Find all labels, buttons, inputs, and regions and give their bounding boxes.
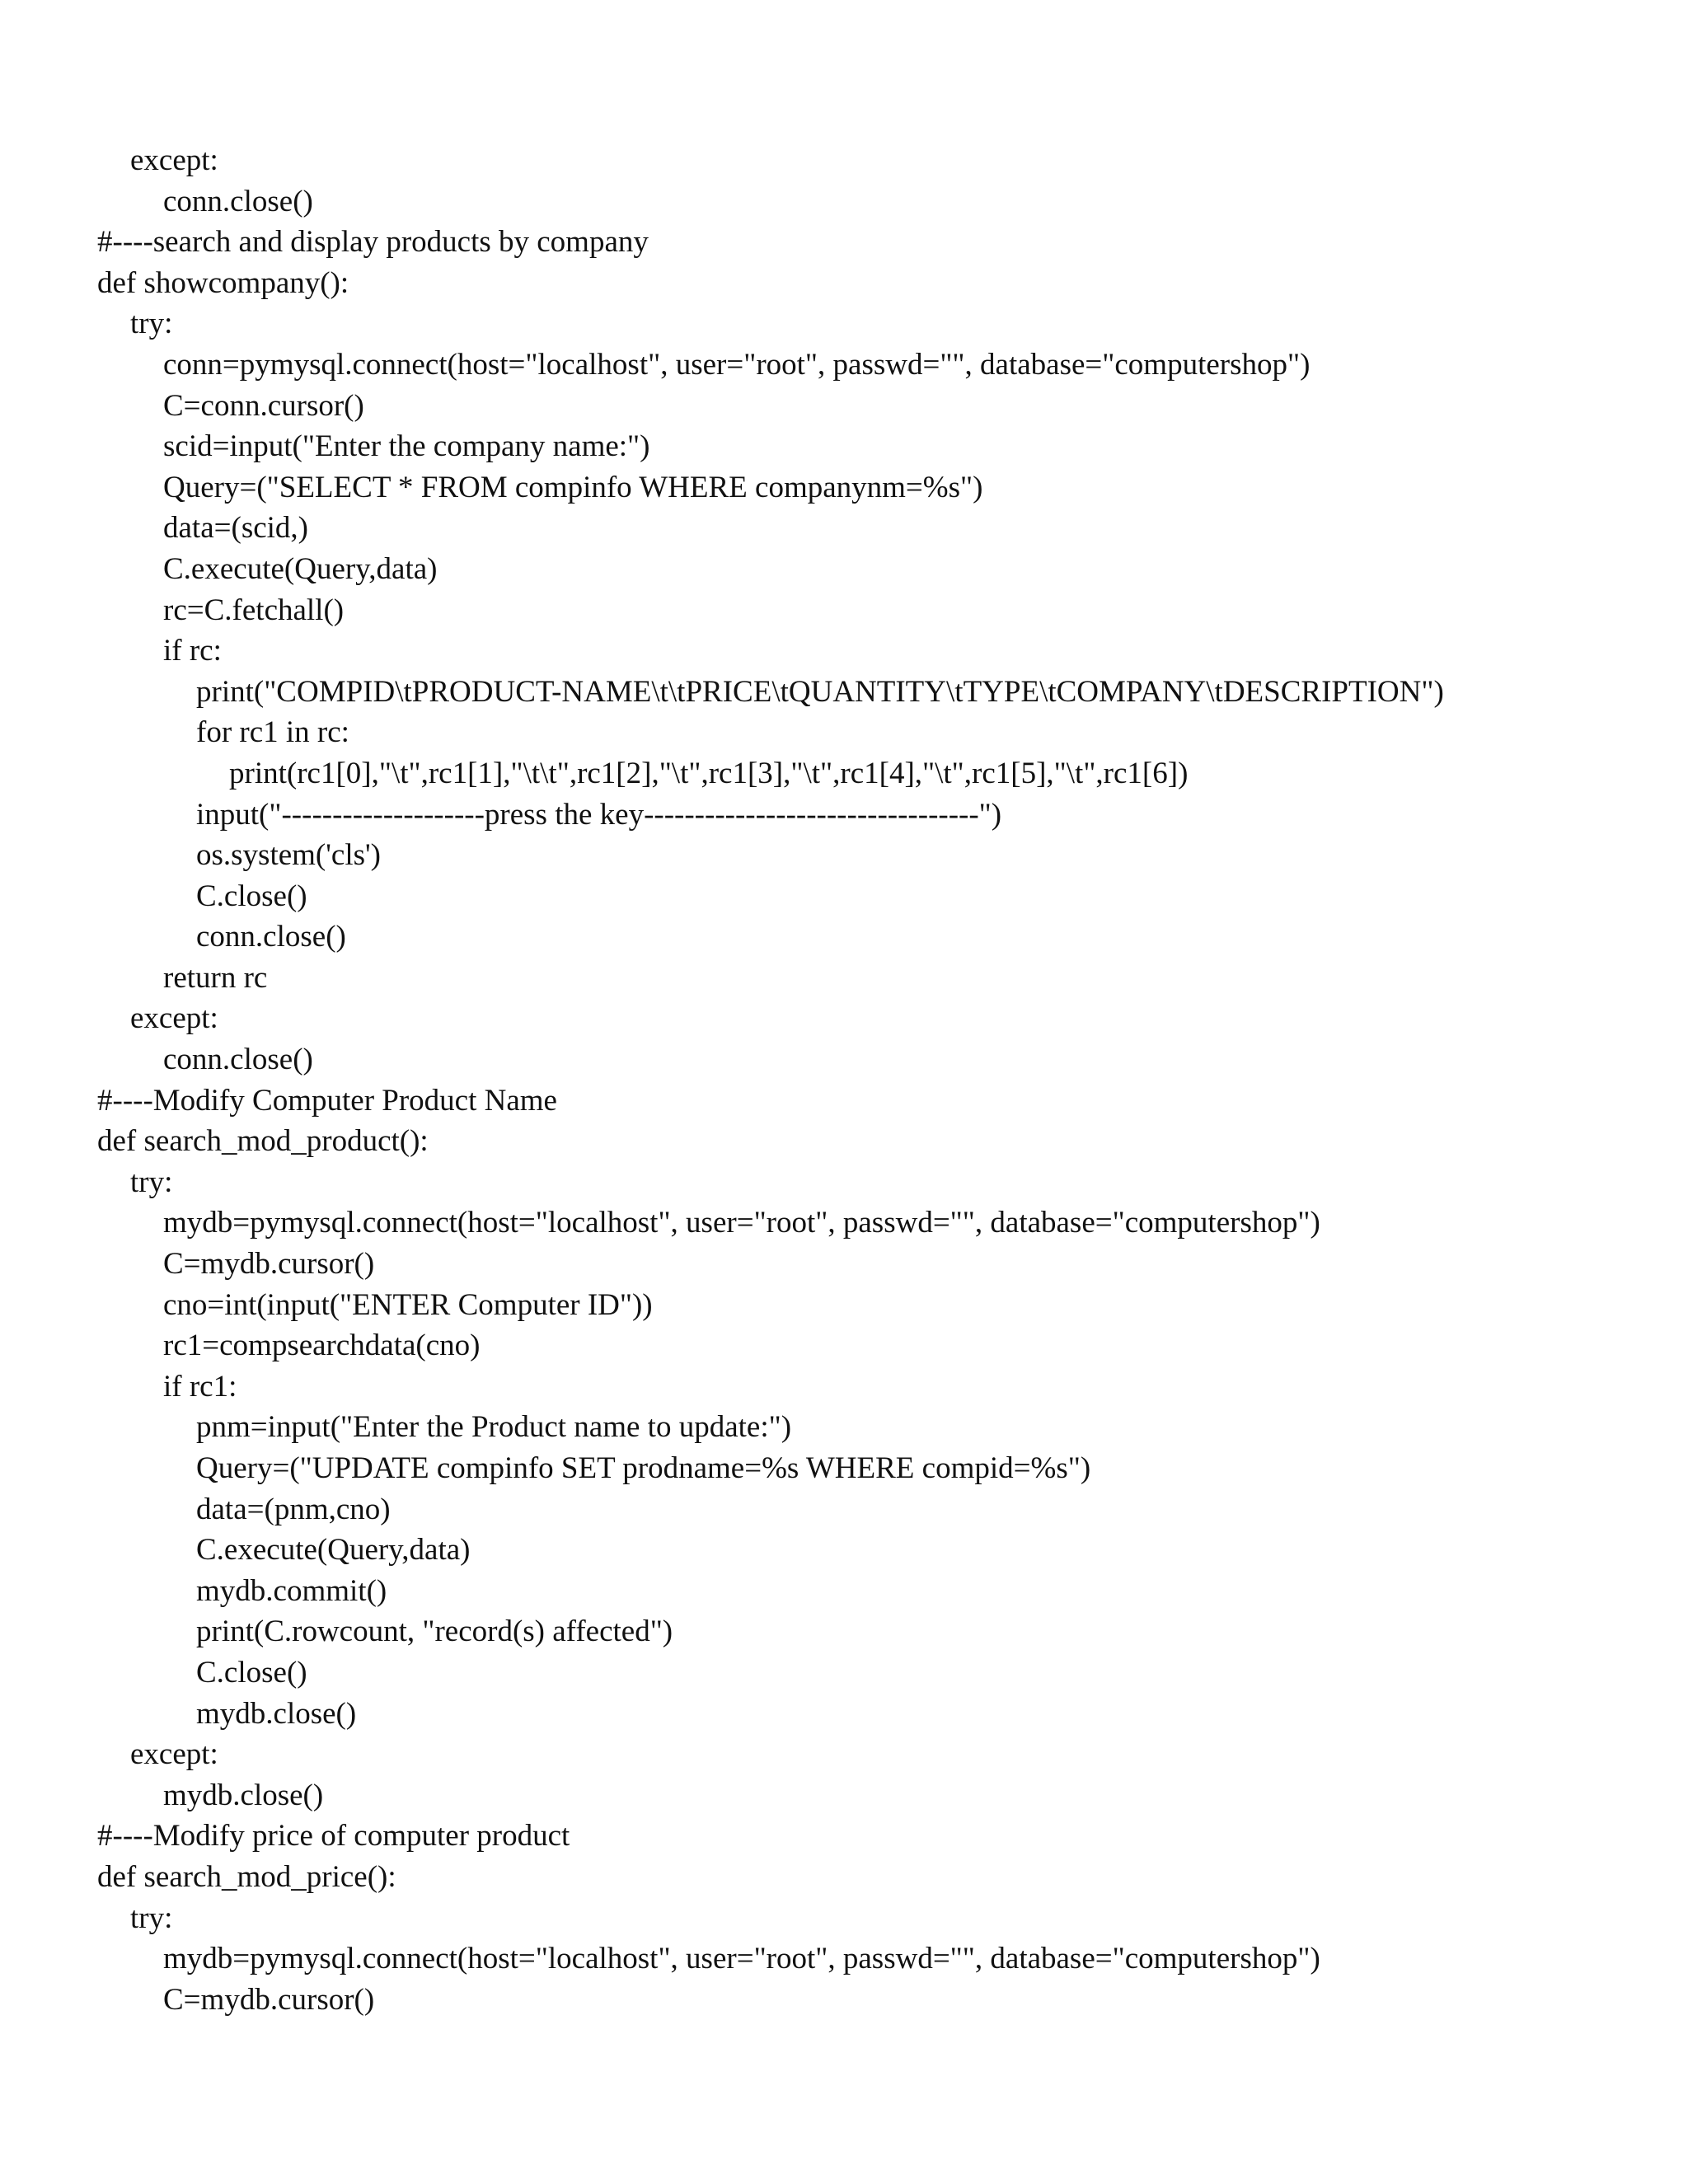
code-line-text: C.close() — [196, 879, 307, 913]
code-line-text: except: — [130, 143, 218, 177]
code-line — [0, 998, 1688, 1039]
code-line-text: if rc1: — [163, 1369, 237, 1404]
code-listing — [0, 140, 1688, 2020]
code-line-text: except: — [130, 1001, 218, 1036]
code-line-text: print("COMPID\tPRODUCT-NAME\t\tPRICE\tQUANTITY\tTYPE\tCOMPANY\tDESCRIPTION") — [196, 674, 1444, 709]
code-line — [0, 712, 1688, 753]
code-line-text: C.execute(Query,data) — [196, 1533, 471, 1568]
code-line — [0, 1857, 1688, 1898]
code-line — [0, 794, 1688, 836]
code-line — [0, 1734, 1688, 1775]
code-line — [0, 222, 1688, 263]
code-line-text: try: — [130, 307, 173, 341]
code-line-text: Query=("SELECT * FROM compinfo WHERE companynm=%s") — [163, 470, 983, 504]
code-line — [0, 1775, 1688, 1816]
code-line-text: def search_mod_price(): — [97, 1859, 396, 1894]
code-line — [0, 1039, 1688, 1080]
code-line — [0, 1121, 1688, 1162]
code-line — [0, 753, 1688, 794]
code-line — [0, 1571, 1688, 1612]
code-line — [0, 1285, 1688, 1326]
code-line — [0, 1325, 1688, 1366]
code-line — [0, 344, 1688, 386]
code-line-text: mydb.close() — [196, 1696, 357, 1731]
code-line — [0, 1816, 1688, 1857]
code-line — [0, 1244, 1688, 1285]
code-line — [0, 263, 1688, 304]
code-line — [0, 1530, 1688, 1571]
code-line-text: scid=input("Enter the company name:") — [163, 429, 650, 464]
code-line-text: Query=("UPDATE compinfo SET prodname=%s WHERE compid=%s") — [196, 1451, 1091, 1485]
code-line-text: print(C.rowcount, "record(s) affected") — [196, 1615, 673, 1649]
code-line-text: rc=C.fetchall() — [163, 593, 345, 627]
code-line — [0, 1407, 1688, 1448]
code-line-text: C.close() — [196, 1655, 307, 1690]
code-line-text: mydb=pymysql.connect(host="localhost", user="root", passwd="", database="computershop") — [163, 1942, 1320, 1976]
code-line-text: mydb.close() — [163, 1778, 324, 1812]
code-line-text: def showcompany(): — [97, 265, 349, 300]
code-line-text: cno=int(input("ENTER Computer ID")) — [163, 1287, 653, 1322]
code-line — [0, 1162, 1688, 1203]
code-line — [0, 181, 1688, 223]
code-line — [0, 386, 1688, 427]
code-line-text: conn=pymysql.connect(host="localhost", user="root", passwd="", database="computershop") — [163, 347, 1311, 382]
code-line-text: C=mydb.cursor() — [163, 1247, 375, 1282]
code-line — [0, 835, 1688, 876]
code-line-text: #----search and display products by company — [97, 225, 649, 260]
code-line-text: for rc1 in rc: — [196, 715, 349, 750]
code-line — [0, 1652, 1688, 1694]
code-line — [0, 467, 1688, 509]
code-line — [0, 590, 1688, 631]
code-line-text: pnm=input("Enter the Product name to update:") — [196, 1410, 792, 1445]
code-line-text: return rc — [163, 960, 268, 995]
code-line — [0, 1938, 1688, 1980]
code-line-text: C=mydb.cursor() — [163, 1982, 375, 2017]
code-line-text: mydb=pymysql.connect(host="localhost", user="root", passwd="", database="computershop") — [163, 1206, 1320, 1240]
code-line — [0, 630, 1688, 672]
code-line — [0, 876, 1688, 917]
code-line — [0, 672, 1688, 713]
code-line — [0, 1080, 1688, 1122]
code-line-text: conn.close() — [163, 184, 313, 218]
code-line-text: #----Modify price of computer product — [97, 1819, 570, 1854]
code-line-text: data=(scid,) — [163, 511, 308, 546]
code-line-text: input("--------------------press the key---------------------------------") — [196, 797, 1002, 832]
code-line-text: try: — [130, 1165, 173, 1199]
code-line-text: def search_mod_product(): — [97, 1124, 429, 1159]
code-line-text: data=(pnm,cno) — [196, 1492, 391, 1526]
code-line — [0, 1448, 1688, 1489]
code-line — [0, 303, 1688, 344]
code-line-text: C.execute(Query,data) — [163, 551, 438, 586]
code-line-text: #----Modify Computer Product Name — [97, 1083, 557, 1118]
code-line — [0, 916, 1688, 958]
code-line-text: os.system('cls') — [196, 838, 382, 873]
code-line — [0, 1489, 1688, 1530]
code-line — [0, 1694, 1688, 1735]
code-line — [0, 140, 1688, 181]
code-line-text: rc1=compsearchdata(cno) — [163, 1329, 481, 1363]
code-line-text: except: — [130, 1737, 218, 1772]
code-line-text: if rc: — [163, 634, 222, 668]
code-line-text: C=conn.cursor() — [163, 388, 364, 423]
code-line — [0, 508, 1688, 549]
code-line — [0, 1611, 1688, 1652]
code-line — [0, 1898, 1688, 1939]
code-line — [0, 549, 1688, 590]
code-line — [0, 426, 1688, 467]
code-line-text: print(rc1[0],"\t",rc1[1],"\t\t",rc1[2],"\t",rc1[3],"\t",rc1[4],"\t",rc1[5],"\t",rc1[6]) — [229, 756, 1189, 790]
code-line — [0, 958, 1688, 999]
code-line — [0, 1202, 1688, 1244]
code-line-text: mydb.commit() — [196, 1573, 387, 1608]
code-line — [0, 1980, 1688, 2021]
code-line — [0, 1366, 1688, 1408]
code-line-text: conn.close() — [163, 1043, 313, 1077]
code-line-text: try: — [130, 1900, 173, 1935]
code-line-text: conn.close() — [196, 920, 346, 954]
